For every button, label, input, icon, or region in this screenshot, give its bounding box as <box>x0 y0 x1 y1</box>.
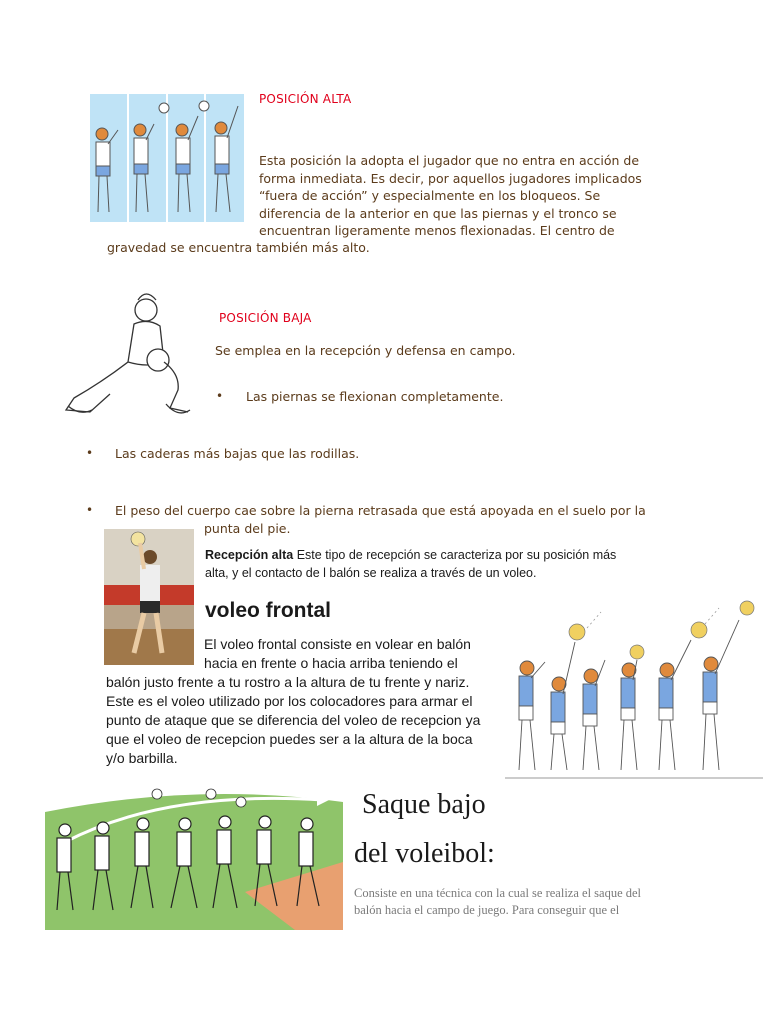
baja-bullet-3b: punta del pie. <box>204 521 291 536</box>
alta-line-1: Esta posición la adopta el jugador que no entra en acción de <box>259 153 640 168</box>
baja-title: POSICIÓN BAJA <box>219 311 312 325</box>
recepcion-bold: Recepción alta <box>205 548 294 562</box>
alta-line-3: “fuera de acción” y especialmente en los bloqueos. Se <box>259 188 601 203</box>
baja-intro: Se emplea en la recepción y defensa en campo. <box>215 343 516 358</box>
saque-line-1: Consiste en una técnica con la cual se realiza el saque del <box>354 886 642 900</box>
recepcion-line-2: alta, y el contacto de l balón se realiza a través de un voleo. <box>205 566 537 580</box>
recepcion-paragraph <box>205 546 645 582</box>
voleo-line-1: El voleo frontal consiste en volear en balón <box>204 636 471 652</box>
alta-line-2: forma inmediata. Es decir, por aquellos jugadores implicados <box>259 170 642 186</box>
voleo-line-3: balón justo frente a tu rostro a la altura de tu frente y nariz. <box>106 674 470 690</box>
voleo-line-5: punto de ataque que se diferencia del voleo de recepcion ya <box>106 712 481 728</box>
bullet-1-marker: • <box>216 389 224 403</box>
alta-line-5: encuentran ligeramente menos flexionadas. El centro de <box>259 223 615 238</box>
baja-bullet-2: Las caderas más bajas que las rodillas. <box>115 446 360 461</box>
voleo-sequence-illustration <box>505 598 763 783</box>
alta-line-4: diferencia de la anterior en que las piernas y el tronco se <box>259 205 617 221</box>
voleo-line-2: hacia en frente o hacia arriba teniendo el <box>204 655 458 671</box>
voleo-paragraph-top <box>204 635 471 673</box>
bullet-2-marker: • <box>86 446 94 460</box>
alta-title: POSICIÓN ALTA <box>259 92 352 106</box>
recepcion-text-1: Este tipo de recepción se caracteriza por su posición más <box>293 548 617 562</box>
baja-illustration <box>62 286 202 420</box>
bullet-3-marker: • <box>86 503 94 517</box>
saque-heading-1: Saque bajo <box>362 789 486 820</box>
alta-illustration <box>90 94 244 222</box>
voleo-line-7: y/o barbilla. <box>106 750 178 766</box>
saque-heading-2: del voleibol: <box>354 838 495 869</box>
baja-bullet-1: Las piernas se flexionan completamente. <box>246 389 504 404</box>
voleo-heading: voleo frontal <box>205 599 332 622</box>
saque-line-2: balón hacia el campo de juego. Para conseguir que el <box>354 903 620 917</box>
recepcion-line-1 <box>205 546 645 564</box>
alta-line-6: gravedad se encuentra también más alto. <box>107 240 370 255</box>
saque-illustration <box>45 782 343 930</box>
recepcion-photo <box>104 529 194 665</box>
baja-bullet-3a: El peso del cuerpo cae sobre la pierna retrasada que está apoyada en el suelo por la <box>115 503 646 518</box>
voleo-paragraph-bottom <box>106 673 480 768</box>
voleo-line-4: Este es el voleo utilizado por los colocadores para armar el <box>106 693 473 709</box>
alta-paragraph <box>259 152 659 240</box>
voleo-line-6: que el voleo de recepcion puedes ser a la altura de la boca <box>106 731 473 747</box>
saque-paragraph <box>354 885 641 919</box>
